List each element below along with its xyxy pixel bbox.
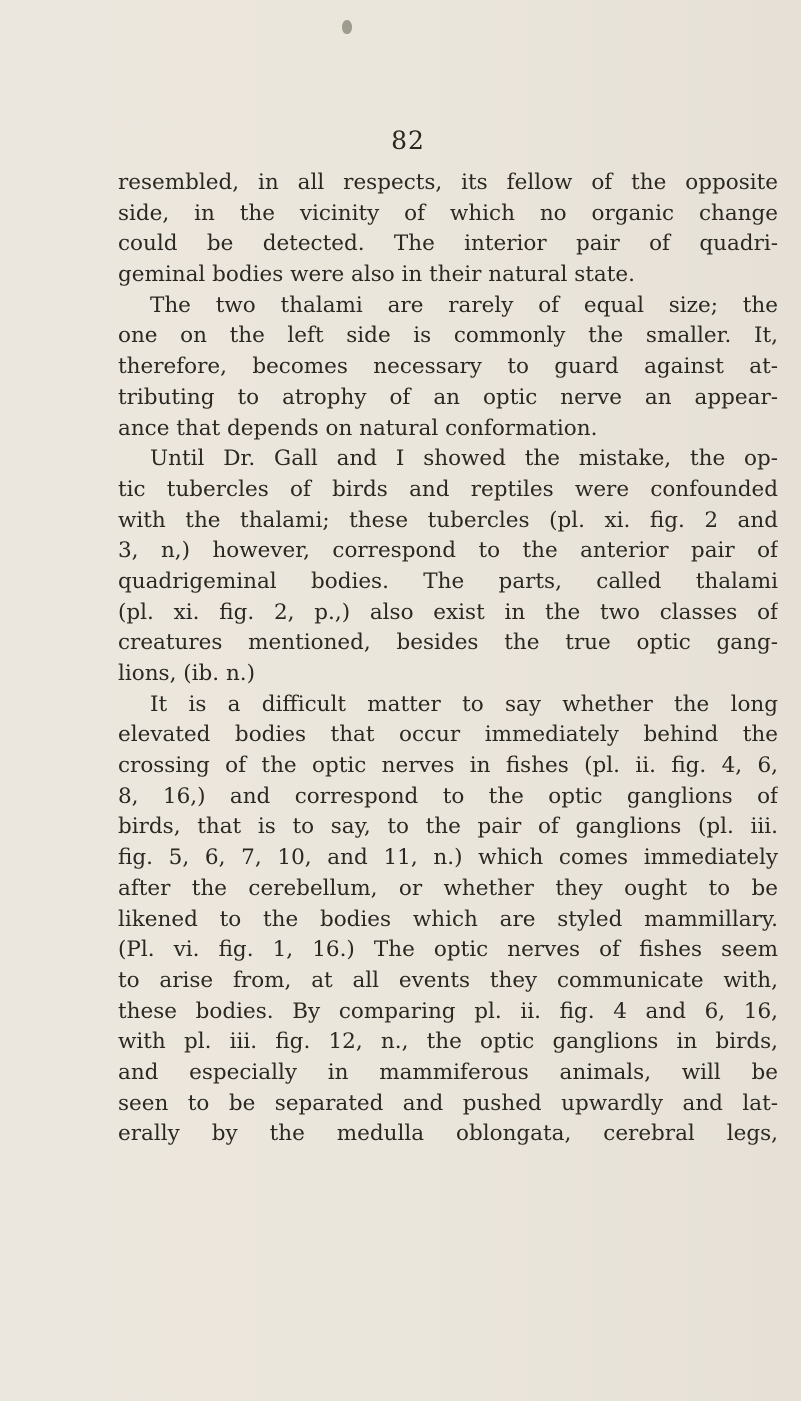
text-line: The two thalami are rarely of equal size; the (150, 292, 778, 318)
text-line: 3, n,) however, correspond to the anterior pair of (118, 538, 778, 564)
text-line: resembled, in all respects, its fellow of the opposite (118, 170, 778, 195)
text-line: crossing of the optic nerves in fishes (pl. ii. fig. 4, 6, (118, 753, 778, 779)
text-line: Until Dr. Gall and I showed the mistake, the op- (150, 446, 778, 472)
text-line: with the thalami; these tubercles (pl. xi. fig. 2 and (118, 507, 778, 533)
text-line: lions, (ib. n.) (118, 661, 256, 686)
text-line: side, in the vicinity of which no organic change (118, 200, 778, 226)
text-line: erally by the medulla oblongata, cerebral legs, (118, 1121, 778, 1147)
text-line: one on the left side is commonly the smaller. It, (118, 323, 778, 349)
text-line: creatures mentioned, besides the true optic gang- (118, 630, 778, 656)
text-line: ance that depends on natural conformation. (118, 415, 598, 441)
text-line: likened to the bodies which are styled mammillary. (118, 906, 778, 932)
text-line: 8, 16,) and correspond to the optic ganglions of (118, 783, 778, 809)
text-line: (Pl. vi. fig. 1, 16.) The optic nerves of fishes seem (118, 937, 778, 963)
text-line: (pl. xi. fig. 2, p.,) also exist in the two classes of (118, 599, 778, 625)
text-line: birds, that is to say, to the pair of ganglions (pl. iii. (118, 814, 778, 840)
printer-ornament-icon (342, 20, 352, 34)
text-line: after the cerebellum, or whether they ought to be (118, 875, 778, 901)
text-line: to arise from, at all events they communicate with, (118, 967, 778, 993)
text-line: with pl. iii. fig. 12, n., the optic ganglions in birds, (118, 1029, 778, 1055)
text-line: therefore, becomes necessary to guard against at- (118, 354, 778, 380)
text-line: It is a difficult matter to say whether the long (150, 691, 778, 717)
body-text (118, 168, 778, 1150)
text-line: could be detected. The interior pair of quadri- (118, 231, 778, 257)
page-number: 82 (391, 126, 425, 155)
text-line: tributing to atrophy of an optic nerve an appear- (118, 384, 778, 410)
text-line: seen to be separated and pushed upwardly and lat- (118, 1090, 778, 1116)
text-line: fig. 5, 6, 7, 10, and 11, n.) which comes immediately (118, 845, 778, 871)
text-line: these bodies. By comparing pl. ii. fig. 4 and 6, 16, (118, 998, 778, 1024)
text-line: and especially in mammiferous animals, will be (118, 1059, 778, 1085)
text-line: tic tubercles of birds and reptiles were confounded (118, 476, 778, 502)
text-line: geminal bodies were also in their natural state. (118, 262, 635, 288)
text-line: quadrigeminal bodies. The parts, called thalami (118, 568, 778, 594)
text-line: elevated bodies that occur immediately behind the (118, 722, 778, 748)
